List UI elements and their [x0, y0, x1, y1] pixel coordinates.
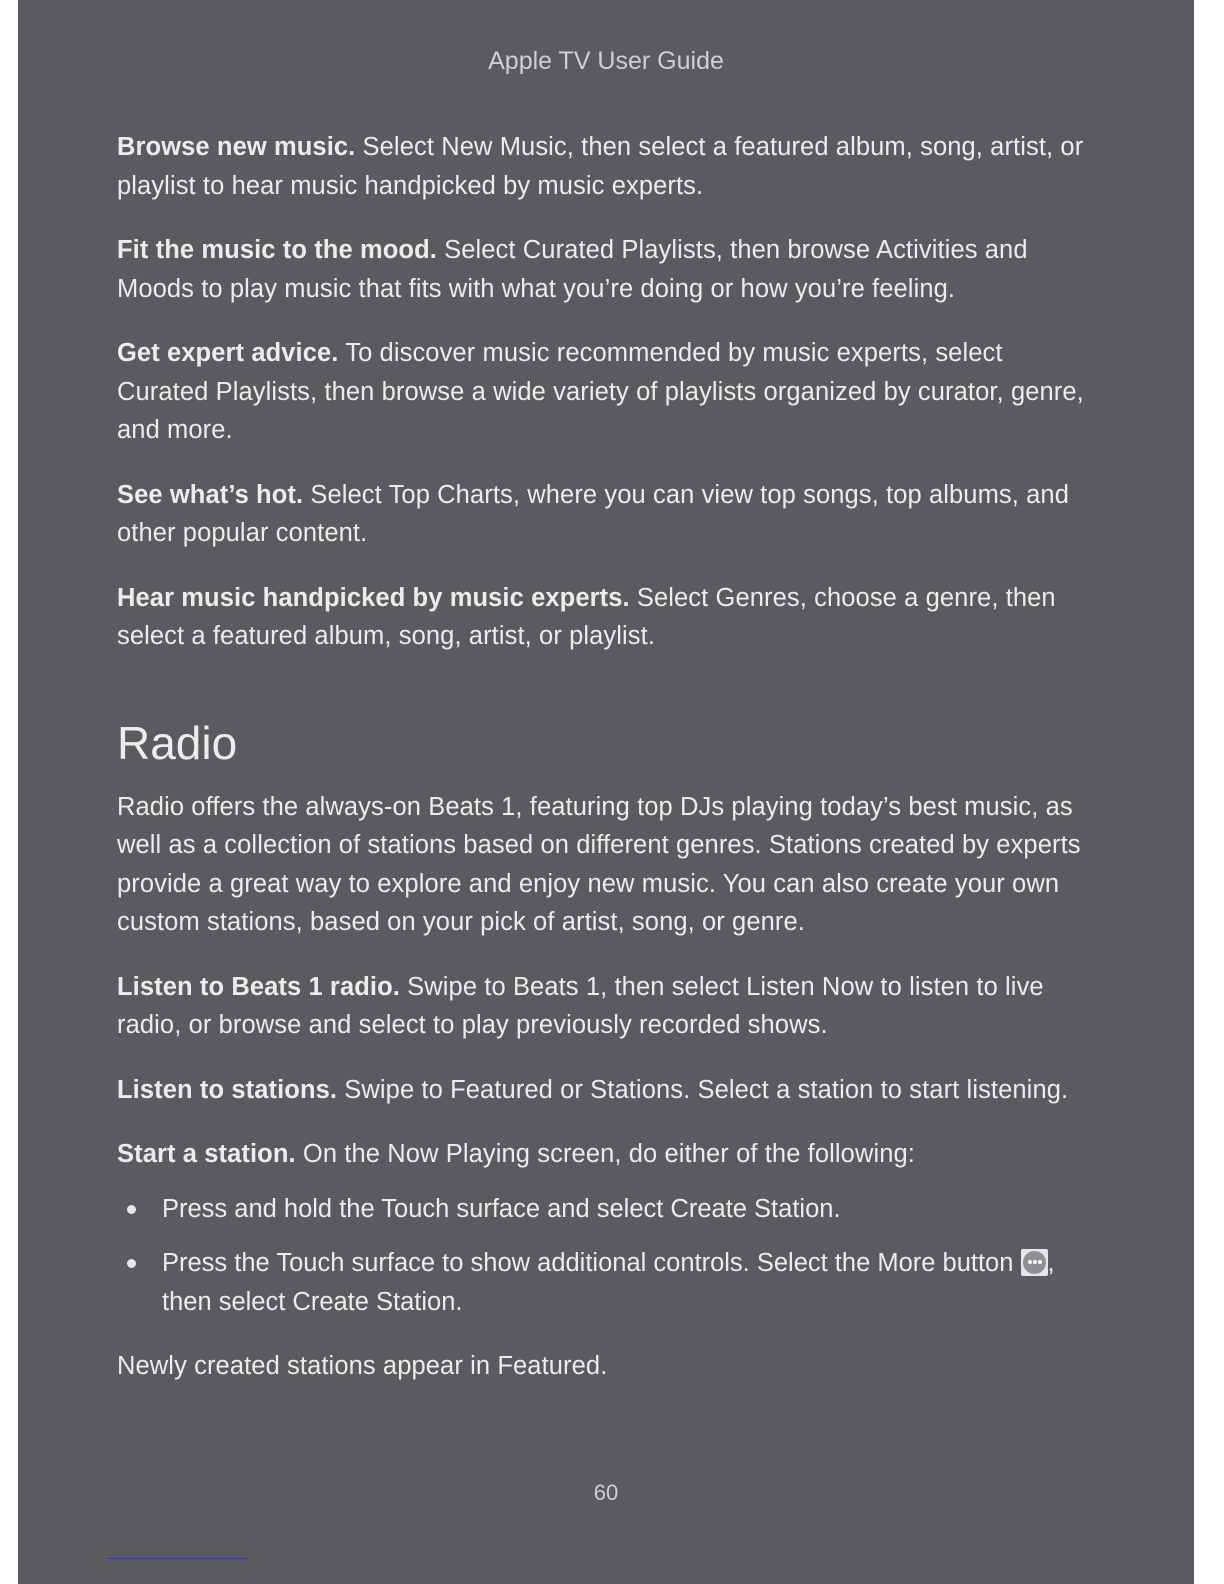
paragraph-lead: Listen to Beats 1 radio. — [117, 972, 400, 1001]
bullet-dot-icon — [127, 1205, 136, 1214]
paragraph-lead: Hear music handpicked by music experts. — [117, 583, 630, 612]
page-content — [117, 128, 1097, 1412]
paragraph-text: To discover music recommended by music experts, select Curated Playlists, then browse a wide variety of playlists organized by curator, genre, and more. — [117, 339, 1084, 444]
paragraph-see-whats-hot — [117, 476, 1097, 553]
list-item-text-continued: , then select Create Station. — [162, 1249, 1055, 1316]
section-heading-radio: Radio — [117, 716, 238, 769]
paragraph-lead: Fit the music to the mood. — [117, 236, 437, 264]
bullet-dot-icon — [127, 1259, 136, 1268]
paragraph-hear-music-handpicked — [117, 579, 1097, 656]
paragraph-text: Swipe to Beats 1, then select Listen Now to listen to live radio, or browse and select to play previously recorded shows. — [117, 972, 1044, 1039]
closing-paragraph: Newly created stations appear in Featured. — [117, 1352, 608, 1380]
list-item-text: Press the Touch surface to show additional controls. Select the More button — [162, 1249, 1021, 1277]
paragraph-lead: Start a station. — [117, 1140, 296, 1168]
paragraph-lead: Listen to stations. — [117, 1075, 338, 1104]
start-station-options-list — [117, 1190, 1097, 1322]
list-item-text: Press and hold the Touch surface and select Create Station. — [162, 1194, 841, 1223]
more-icon-dot — [1028, 1260, 1032, 1264]
radio-intro-paragraph: Radio offers the always-on Beats 1, featuring top DJs playing today’s best music, as well as a collection of stations based on different genres. Stations created by experts provide a great way to explore and enjoy new music. You can also create your own custom stations, based on your pick of artist, song, or genre. — [117, 792, 1081, 936]
paragraph-text: Swipe to Featured or Stations. Select a station to start listening. — [337, 1075, 1069, 1104]
more-button-icon — [1021, 1249, 1048, 1276]
paragraph-browse-new-music — [117, 128, 1097, 205]
paragraph-listen-to-stations — [117, 1071, 1097, 1110]
more-icon-dot — [1033, 1260, 1037, 1264]
paragraph-text: Select Curated Playlists, then browse Activities and Moods to play music that fits with what you’re doing or how you’re feeling. — [117, 236, 1028, 303]
paragraph-text: On the Now Playing screen, do either of the following: — [295, 1140, 915, 1168]
footer-link-underline — [107, 1558, 249, 1559]
paragraph-start-a-station — [117, 1135, 1097, 1174]
list-item — [117, 1244, 1097, 1321]
paragraph-text: Select Top Charts, where you can view top songs, top albums, and other popular content. — [117, 480, 1069, 547]
paragraph-fit-music-to-mood — [117, 231, 1097, 308]
paragraph-lead: Browse new music. — [117, 133, 356, 161]
paragraph-text: Select New Music, then select a featured album, song, artist, or playlist to hear music handpicked by music experts. — [117, 133, 1084, 200]
more-icon-dot — [1038, 1260, 1042, 1264]
page-number: 60 — [593, 1480, 619, 1505]
paragraph-listen-to-beats1 — [117, 968, 1097, 1045]
running-header: Apple TV User Guide — [488, 47, 724, 75]
paragraph-lead: See what’s hot. — [117, 480, 304, 509]
paragraph-get-expert-advice — [117, 334, 1097, 450]
list-item — [117, 1190, 1097, 1229]
paragraph-lead: Get expert advice. — [117, 339, 339, 367]
paragraph-text: Select Genres, choose a genre, then select a featured album, song, artist, or playlist. — [117, 583, 1056, 650]
document-page — [18, 0, 1194, 1584]
